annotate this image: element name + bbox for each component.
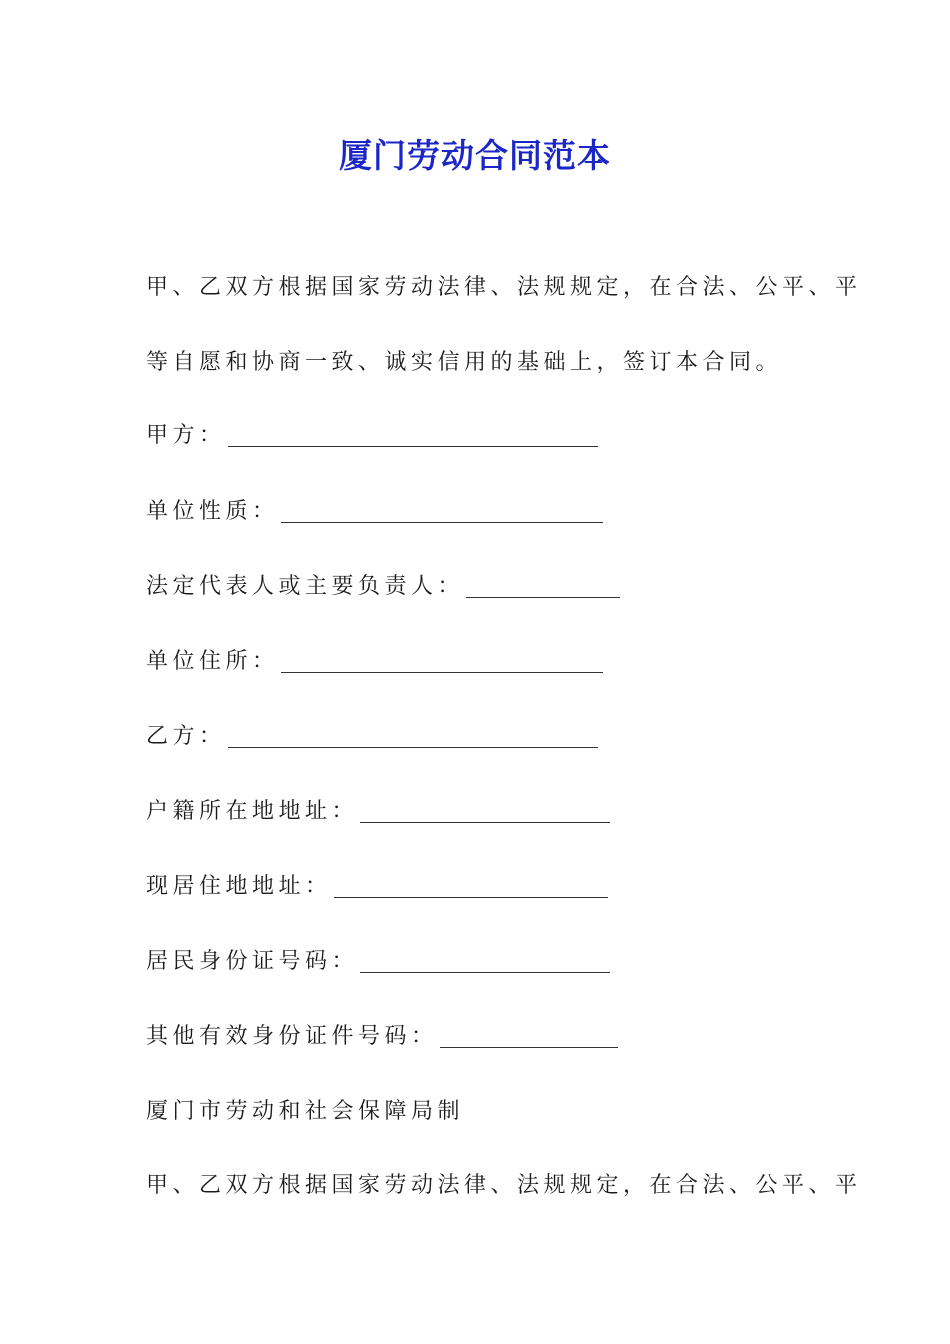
field-label: 法定代表人或主要负责人：	[146, 574, 465, 599]
field-label: 居民身份证号码：	[146, 949, 359, 974]
field-label: 单位住所：	[146, 649, 279, 674]
field-legal-representative	[146, 569, 620, 601]
field-label: 单位性质：	[146, 499, 279, 524]
field-label: 甲方：	[146, 423, 226, 448]
field-id-number	[146, 944, 610, 976]
issuer-line: 厦门市劳动和社会保障局制	[146, 1099, 465, 1124]
field-household-address	[146, 794, 610, 826]
repeat-paragraph-line-1: 甲、乙双方根据国家劳动法律、法规规定，在合法、公平、平	[146, 1173, 862, 1198]
field-unit-address	[146, 644, 603, 676]
fill-in-blank[interactable]	[360, 821, 610, 823]
field-unit-nature	[146, 494, 603, 526]
intro-paragraph-line-1: 甲、乙双方根据国家劳动法律、法规规定，在合法、公平、平	[146, 275, 862, 300]
field-label: 乙方：	[146, 724, 226, 749]
fill-in-blank[interactable]	[281, 521, 603, 523]
field-other-id-number	[146, 1019, 618, 1051]
fill-in-blank[interactable]	[228, 445, 598, 447]
field-party-a	[146, 418, 598, 450]
field-party-b	[146, 719, 598, 751]
fill-in-blank[interactable]	[281, 671, 603, 673]
intro-paragraph-line-2: 等自愿和协商一致、诚实信用的基础上，签订本合同。	[146, 350, 783, 375]
fill-in-blank[interactable]	[466, 596, 620, 598]
field-label: 户籍所在地地址：	[146, 799, 359, 824]
document-title: 厦门劳动合同范本	[339, 136, 611, 175]
field-current-address	[146, 869, 608, 901]
fill-in-blank[interactable]	[440, 1046, 618, 1048]
fill-in-blank[interactable]	[334, 896, 608, 898]
fill-in-blank[interactable]	[228, 746, 598, 748]
field-label: 其他有效身份证件号码：	[146, 1024, 438, 1049]
field-label: 现居住地地址：	[146, 874, 332, 899]
fill-in-blank[interactable]	[360, 971, 610, 973]
